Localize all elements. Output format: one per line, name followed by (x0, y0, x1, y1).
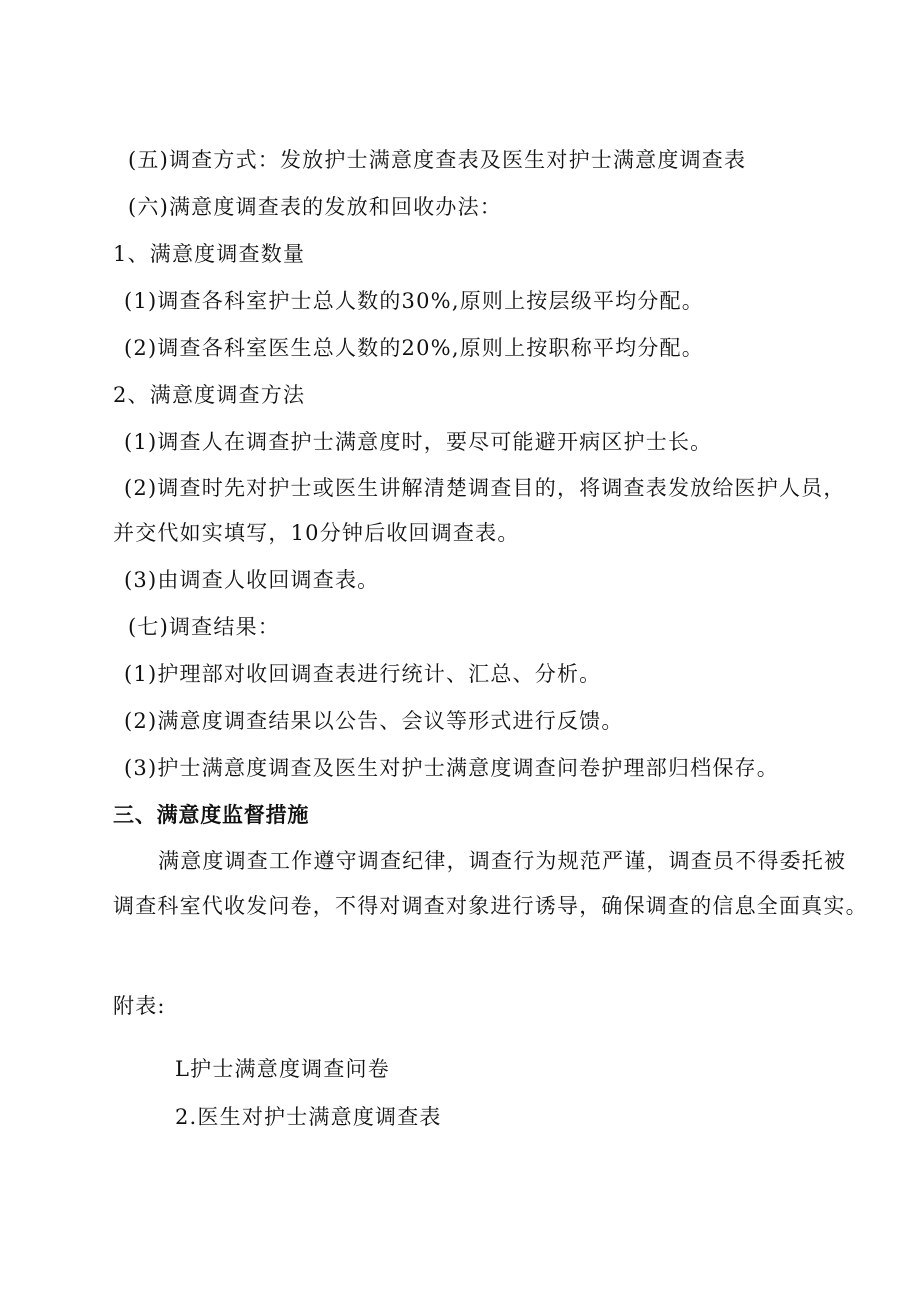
results-item-1: (1)护理部对收回调查表进行统计、汇总、分析。 (124, 662, 602, 686)
survey-quantity-heading: 1、满意度调查数量 (113, 242, 306, 266)
method-item-1: (1)调查人在调查护士满意度时，要尽可能避开病区护士长。 (124, 430, 713, 454)
method-item-2-continued: 并交代如实填写，10分钟后收回调查表。 (113, 521, 520, 545)
results-item-2: (2)满意度调查结果以公告、会议等形式进行反馈。 (124, 709, 624, 733)
distribution-heading-line: (六)满意度调查表的发放和回收办法： (128, 195, 502, 219)
section-heading-supervision: 三、满意度监督措施 (113, 803, 310, 827)
results-item-3: (3)护士满意度调查及医生对护士满意度调查问卷护理部归档保存。 (124, 756, 779, 780)
survey-results-heading: (七)调查结果： (128, 615, 280, 639)
supervision-paragraph-line-1: 满意度调查工作遵守调查纪律，调查行为规范严谨，调查员不得委托被 (158, 849, 847, 873)
method-item-2: (2)调查时先对护士或医生讲解清楚调查目的，将调查表发放给医护人员， (124, 476, 846, 500)
survey-method-heading: 2、满意度调查方法 (113, 383, 306, 407)
quantity-item-1: (1)调查各科室护士总人数的30%,原则上按层级平均分配。 (124, 289, 704, 313)
appendix-label: 附表: (113, 994, 166, 1018)
appendix-item-2: 2.医生对护士满意度调查表 (175, 1105, 442, 1129)
method-item-3: (3)由调查人收回调查表。 (124, 568, 380, 592)
survey-method-line: (五)调查方式：发放护士满意度查表及医生对护士满意度调查表 (128, 148, 747, 172)
appendix-item-1: L护士满意度调查问卷 (175, 1057, 390, 1081)
supervision-paragraph-line-2: 调查科室代收发问卷，不得对调查对象进行诱导，确保调查的信息全面真实。 (113, 894, 868, 918)
quantity-item-2: (2)调查各科室医生总人数的20%,原则上按职称平均分配。 (124, 336, 704, 360)
